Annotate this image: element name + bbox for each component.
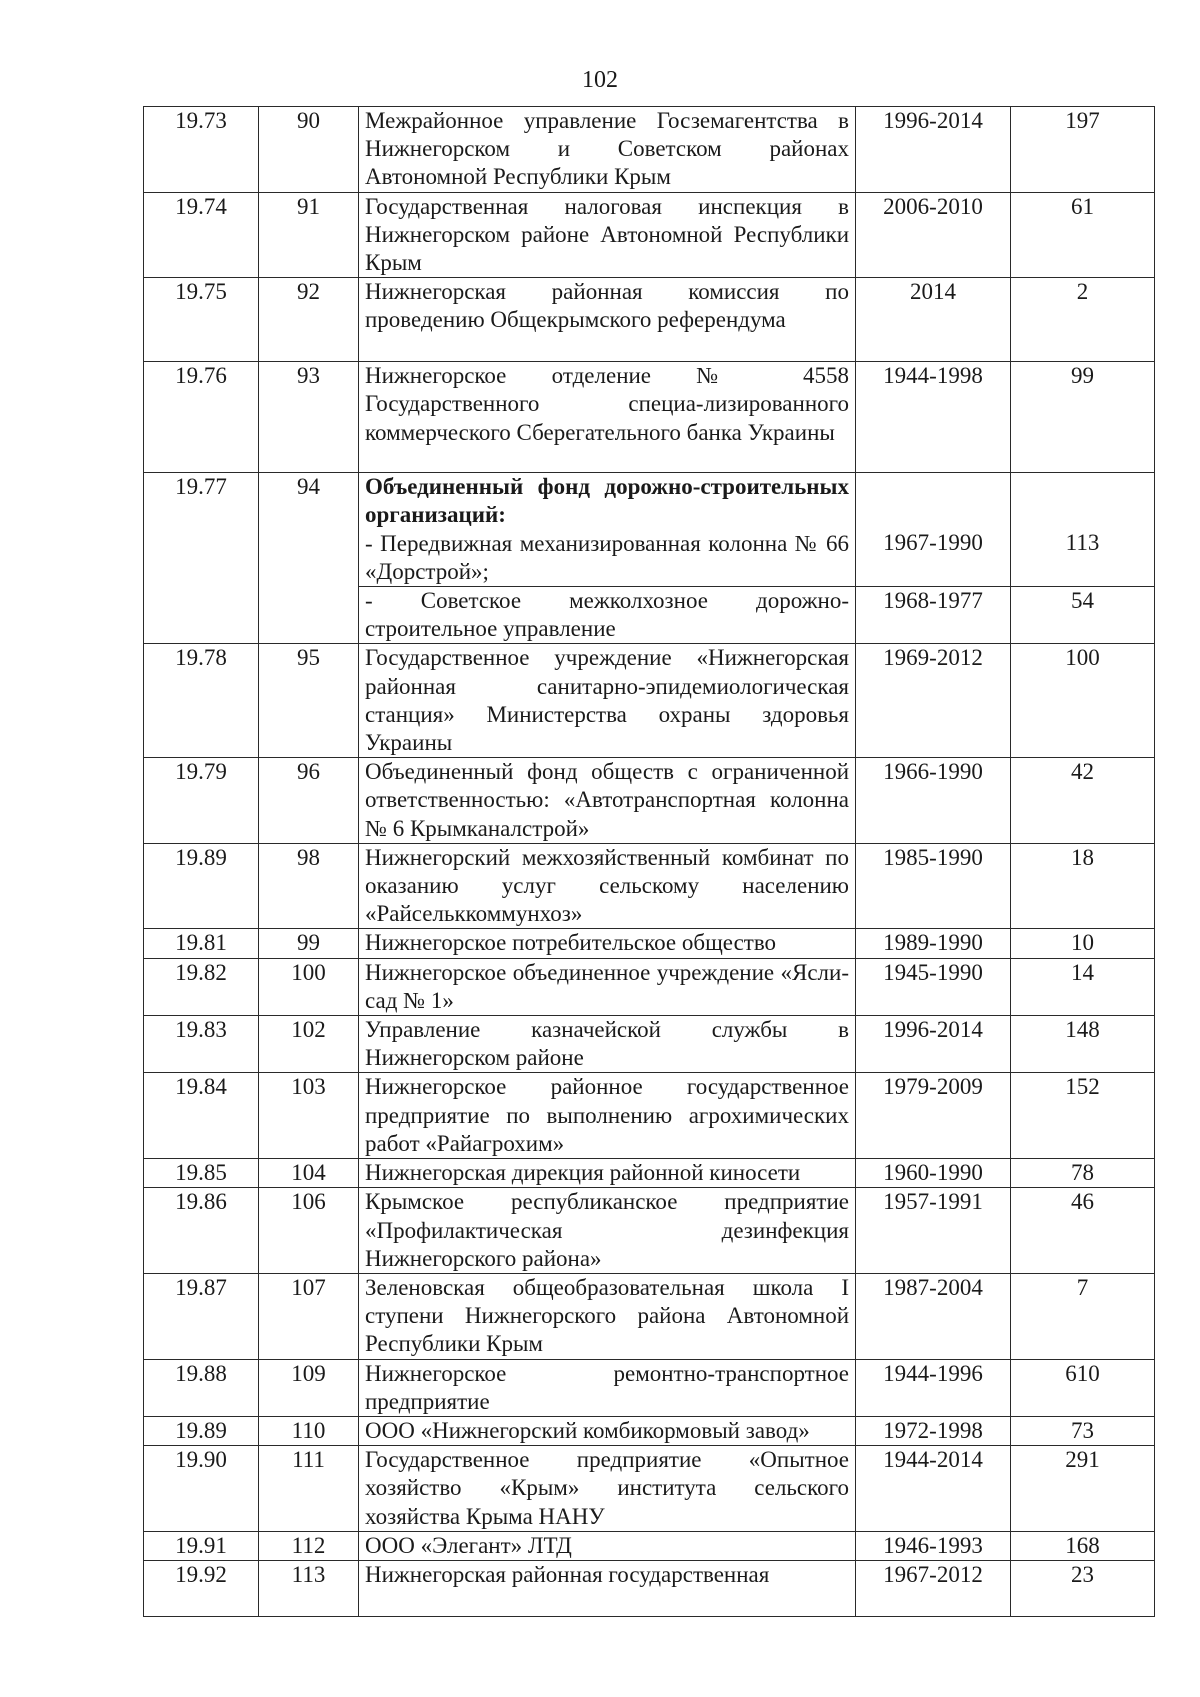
row-index: 19.87	[144, 1273, 259, 1359]
fund-number: 102	[259, 1016, 359, 1073]
fund-number: 92	[259, 278, 359, 362]
row-index: 19.74	[144, 192, 259, 278]
fund-years: 2014	[856, 278, 1011, 362]
fund-file-count: 78	[1011, 1159, 1155, 1188]
fund-file-count: 2	[1011, 278, 1155, 362]
table-row	[144, 1073, 1155, 1159]
fund-name: Управление казначейской службы в Нижнегорском районе	[359, 1016, 856, 1073]
fund-name: Нижнегорская районная государственная	[359, 1560, 856, 1616]
table-row	[144, 644, 1155, 758]
fund-number: 110	[259, 1416, 359, 1445]
fund-years	[856, 473, 1011, 587]
table-row	[144, 362, 1155, 473]
row-index: 19.88	[144, 1359, 259, 1416]
row-index: 19.78	[144, 644, 259, 758]
fund-file-count: 18	[1011, 843, 1155, 929]
fund-name: Государственное учреждение «Нижнегорская районная санитарно-эпидемиологическая станция» Министерства охраны здоровья Украины	[359, 644, 856, 758]
fund-file-count: 54	[1011, 587, 1155, 644]
row-index: 19.73	[144, 107, 259, 193]
fund-name: Крымское республиканское предприятие «Профилактическая дезинфекция Нижнегорского района»	[359, 1188, 856, 1274]
fund-number: 107	[259, 1273, 359, 1359]
fund-file-count: 610	[1011, 1359, 1155, 1416]
fund-name: Нижнегорский межхозяйственный комбинат по оказанию услуг сельскому населению «Райсельккоммунхоз»	[359, 843, 856, 929]
table-row	[144, 843, 1155, 929]
fund-file-count: 14	[1011, 958, 1155, 1015]
table-row	[144, 758, 1155, 844]
fund-years: 1987-2004	[856, 1273, 1011, 1359]
fund-name: Государственное предприятие «Опытное хозяйство «Крым» института сельского хозяйства Крыма НАНУ	[359, 1446, 856, 1532]
fund-file-count: 7	[1011, 1273, 1155, 1359]
fund-file-count	[1011, 473, 1155, 587]
fund-number: 113	[259, 1560, 359, 1616]
fund-years-value: 1967-1990	[883, 530, 983, 556]
fund-file-count: 23	[1011, 1560, 1155, 1616]
fund-years: 1944-2014	[856, 1446, 1011, 1532]
row-index: 19.79	[144, 758, 259, 844]
fund-file-count: 42	[1011, 758, 1155, 844]
row-index: 19.86	[144, 1188, 259, 1274]
fund-years: 1979-2009	[856, 1073, 1011, 1159]
table-row	[144, 1273, 1155, 1359]
fund-file-count: 73	[1011, 1416, 1155, 1445]
table-row	[144, 1159, 1155, 1188]
table-row	[144, 958, 1155, 1015]
fund-name: ООО «Элегант» ЛТД	[359, 1531, 856, 1560]
table-row	[144, 473, 1155, 530]
fund-number: 99	[259, 929, 359, 958]
row-index: 19.85	[144, 1159, 259, 1188]
fund-number: 93	[259, 362, 359, 473]
fund-years: 1996-2014	[856, 107, 1011, 193]
fund-file-count-value: 113	[1065, 530, 1100, 556]
fund-number: 100	[259, 958, 359, 1015]
fund-file-count: 100	[1011, 644, 1155, 758]
row-index: 19.77	[144, 473, 259, 644]
fund-years: 1960-1990	[856, 1159, 1011, 1188]
fund-years: 1944-1996	[856, 1359, 1011, 1416]
fund-name: Межрайонное управление Госземагентства в Нижнегорском и Советском районах Автономной Республики Крым	[359, 107, 856, 193]
fund-number: 112	[259, 1531, 359, 1560]
fund-years: 1968-1977	[856, 587, 1011, 644]
fund-file-count: 148	[1011, 1016, 1155, 1073]
table-row	[144, 192, 1155, 278]
fund-number: 95	[259, 644, 359, 758]
fund-file-count: 291	[1011, 1446, 1155, 1532]
table-row	[144, 929, 1155, 958]
table-row	[144, 107, 1155, 193]
fund-years: 2006-2010	[856, 192, 1011, 278]
fund-file-count: 197	[1011, 107, 1155, 193]
fund-name: Зеленовская общеобразовательная школа I ступени Нижнегорского района Автономной Республики Крым	[359, 1273, 856, 1359]
fund-number: 103	[259, 1073, 359, 1159]
page-number: 102	[582, 67, 618, 93]
row-index: 19.91	[144, 1531, 259, 1560]
fund-file-count: 46	[1011, 1188, 1155, 1274]
table-row	[144, 1531, 1155, 1560]
fund-years: 1972-1998	[856, 1416, 1011, 1445]
table-row	[144, 1359, 1155, 1416]
fund-name: - Передвижная механизированная колонна № 66 «Дорстрой»;	[359, 530, 856, 587]
table-row	[144, 1560, 1155, 1616]
fund-file-count: 99	[1011, 362, 1155, 473]
fund-years: 1989-1990	[856, 929, 1011, 958]
fund-group-title: Объединенный фонд дорожно-строительных организаций:	[359, 473, 856, 530]
fund-file-count: 152	[1011, 1073, 1155, 1159]
fund-name: Нижнегорская районная комиссия по проведению Общекрымского референдума	[359, 278, 856, 362]
fund-name: ООО «Нижнегорский комбикормовый завод»	[359, 1416, 856, 1445]
fund-file-count: 168	[1011, 1531, 1155, 1560]
row-index: 19.81	[144, 929, 259, 958]
row-index: 19.89	[144, 843, 259, 929]
row-index: 19.92	[144, 1560, 259, 1616]
table-row	[144, 1416, 1155, 1445]
table-row	[144, 1188, 1155, 1274]
row-index: 19.75	[144, 278, 259, 362]
fund-years: 1966-1990	[856, 758, 1011, 844]
fund-number: 94	[259, 473, 359, 644]
fund-number: 96	[259, 758, 359, 844]
fund-file-count: 10	[1011, 929, 1155, 958]
fund-number: 90	[259, 107, 359, 193]
fund-name: - Советское межколхозное дорожно-строительное управление	[359, 587, 856, 644]
fund-number: 104	[259, 1159, 359, 1188]
fund-years: 1967-2012	[856, 1560, 1011, 1616]
fund-name: Нижнегорская дирекция районной киносети	[359, 1159, 856, 1188]
fund-years: 1945-1990	[856, 958, 1011, 1015]
fund-name: Нижнегорское объединенное учреждение «Ясли-сад № 1»	[359, 958, 856, 1015]
table-row	[144, 278, 1155, 362]
fund-name: Нижнегорское потребительское общество	[359, 929, 856, 958]
fund-name: Нижнегорское районное государственное предприятие по выполнению агрохимических работ «Райагрохим»	[359, 1073, 856, 1159]
fund-years: 1985-1990	[856, 843, 1011, 929]
row-index: 19.76	[144, 362, 259, 473]
row-index: 19.89	[144, 1416, 259, 1445]
fund-years: 1969-2012	[856, 644, 1011, 758]
archive-fund-table	[143, 106, 1155, 1617]
fund-number: 111	[259, 1446, 359, 1532]
fund-number: 106	[259, 1188, 359, 1274]
fund-years: 1944-1998	[856, 362, 1011, 473]
fund-years: 1957-1991	[856, 1188, 1011, 1274]
fund-file-count: 61	[1011, 192, 1155, 278]
row-index: 19.83	[144, 1016, 259, 1073]
fund-name: Нижнегорское отделение № 4558 Государственного специа-лизированного коммерческого Сберегательного банка Украины	[359, 362, 856, 473]
fund-number: 98	[259, 843, 359, 929]
fund-years: 1996-2014	[856, 1016, 1011, 1073]
table-row	[144, 1016, 1155, 1073]
fund-name: Нижнегорское ремонтно-транспортное предприятие	[359, 1359, 856, 1416]
fund-number: 109	[259, 1359, 359, 1416]
fund-number: 91	[259, 192, 359, 278]
fund-name: Государственная налоговая инспекция в Нижнегорском районе Автономной Республики Крым	[359, 192, 856, 278]
row-index: 19.84	[144, 1073, 259, 1159]
fund-years: 1946-1993	[856, 1531, 1011, 1560]
fund-name: Объединенный фонд обществ с ограниченной ответственностью: «Автотранспортная колонна № 6 Крымканалстрой»	[359, 758, 856, 844]
row-index: 19.82	[144, 958, 259, 1015]
row-index: 19.90	[144, 1446, 259, 1532]
table-row	[144, 1446, 1155, 1532]
